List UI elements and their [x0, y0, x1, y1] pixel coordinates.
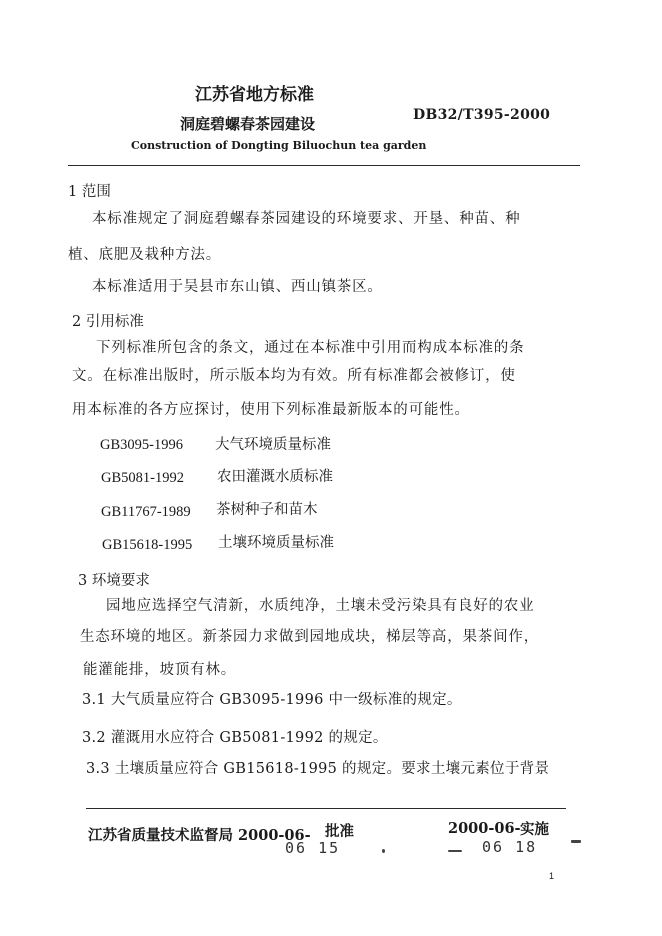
scan-speck	[382, 849, 385, 853]
section-3-heading: 3 环境要求	[78, 573, 150, 589]
clause-3-1: 3.1 大气质量应符合 GB3095-1996 中一级标准的规定。	[82, 692, 462, 708]
footer-rule	[86, 808, 566, 809]
section-1-paragraph-line: 植、底肥及栽种方法。	[68, 247, 221, 263]
section-1-heading: 1 范围	[68, 184, 111, 200]
reference-name: 茶树种子和苗木	[216, 502, 318, 518]
clause-3-2: 3.2 灌溉用水应符合 GB5081-1992 的规定。	[82, 730, 388, 746]
section-2-heading: 2 引用标准	[72, 314, 144, 330]
document-title: 洞庭碧螺春茶园建设	[180, 115, 316, 133]
reference-code: GB5081-1992	[101, 470, 184, 486]
section-2-paragraph-line: 文。在标准出版时，所示版本均为有效。所有标准都会被修订，使	[72, 368, 516, 384]
page-number: 1	[549, 871, 555, 881]
reference-code: GB3095-1996	[100, 437, 183, 453]
section-3-paragraph-line: 能灌能排，坡顶有林。	[83, 662, 236, 678]
reference-name: 土壤环境质量标准	[218, 535, 334, 551]
reference-name: 农田灌溉水质标准	[217, 469, 333, 485]
section-3-paragraph-line: 生态环境的地区。新茶园力求做到园地成块，梯层等高，果茶间作，	[80, 629, 539, 645]
approval-date-stamp: 06 15	[285, 839, 341, 857]
clause-3-3: 3.3 土壤质量应符合 GB15618-1995 的规定。要求土壤元素位于背景	[86, 761, 550, 777]
approval-label: 批准	[325, 823, 354, 840]
standard-code: DB32/T395-2000	[413, 107, 551, 123]
reference-code: GB11767-1989	[101, 504, 191, 520]
standard-category-title: 江苏省地方标准	[195, 85, 314, 105]
issuing-authority: 江苏省质量技术监督局 2000-06-	[88, 827, 311, 844]
header-rule	[68, 165, 580, 166]
section-2-paragraph-line: 用本标准的各方应探讨，使用下列标准最新版本的可能性。	[72, 402, 470, 418]
scan-speck	[448, 850, 462, 852]
section-2-paragraph-line: 下列标准所包含的条文，通过在本标准中引用而构成本标准的条	[96, 340, 525, 356]
reference-code: GB15618-1995	[102, 537, 193, 553]
section-1-paragraph-line: 本标准规定了洞庭碧螺春茶园建设的环境要求、开垦、种苗、种	[92, 211, 521, 227]
reference-name: 大气环境质量标准	[215, 437, 331, 453]
implementation-date: 2000-06-	[448, 820, 521, 837]
section-1-scope-line: 本标准适用于吴县市东山镇、西山镇茶区。	[92, 279, 383, 295]
english-title: Construction of Dongting Biluochun tea garden	[131, 139, 427, 152]
implementation-label: 实施	[520, 821, 549, 838]
section-3-paragraph-line: 园地应选择空气清新，水质纯净，土壤未受污染具有良好的农业	[106, 598, 535, 614]
scan-speck	[571, 840, 581, 843]
implementation-date-stamp: 06 18	[482, 838, 538, 856]
